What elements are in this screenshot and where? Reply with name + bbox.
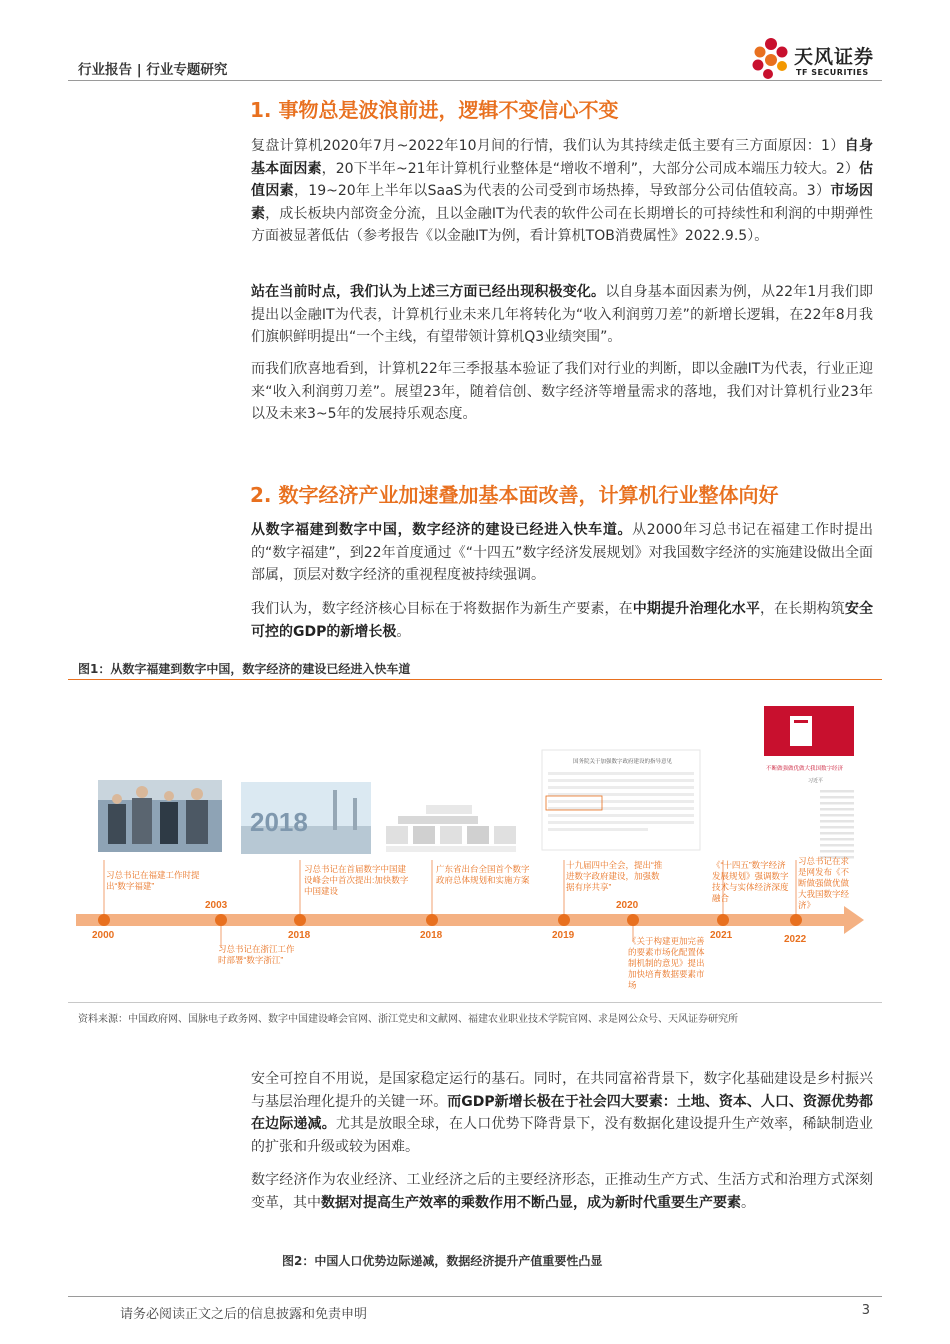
section2-title: 2. 数字经济产业加速叠加基本面改善，计算机行业整体向好 [250, 483, 779, 507]
figure1-title: 图1：从数字福建到数字中国，数字经济的建设已经进入快车道 [78, 662, 411, 676]
event-2018b: 广东省出台全国首个数字政府总体规划和实施方案 [436, 864, 530, 885]
footer-divider [68, 1296, 882, 1297]
event-2021: 《“十四五”数字经济发展规划》强调数字技术与实体经济深度融合 [712, 860, 789, 903]
node-2020 [627, 914, 639, 926]
section3-paragraph1: 安全可控自不用说，是国家稳定运行的基石。同时，在共同富裕背景下，数字化基础建设是乡村振兴与基层治理化提升的关键一环。而GDP新增长极在于社会四大要素：土地、资本、人口、资源优势都在边际递减。尤其是放眼全球，在人口优势下降背景下，没有数据化建设提升生产效率，稀缺制造业的扩张和升级或较为困难。 [251, 1071, 874, 1155]
report-breadcrumb: 行业报告 | 行业专题研究 [78, 62, 228, 78]
node-2018b [426, 914, 438, 926]
node-2019 [558, 914, 570, 926]
sign-2018-text: 2018 [250, 807, 308, 837]
event-2003: 习总书记在浙江工作时部署“数字浙江” [218, 944, 295, 965]
timeline-bar [76, 914, 846, 926]
event-2022: 习总书记在求是网发布《不断做强做优做大我国数字经济》 [798, 856, 850, 910]
section2-paragraph1: 从数字福建到数字中国，数字经济的建设已经进入快车道。从2000年习总书记在福建工作时提出的“数字福建”，到22年首度通过《“十四五”数字经济发展规划》对我国数字经济的实施建设做出全面部属，顶层对数字经济的重视程度被持续强调。 [251, 522, 873, 583]
year-label-2003: 2003 [205, 900, 228, 911]
figure2-title: 图2：中国人口优势边际递减，数据经济提升产值重要性凸显 [282, 1254, 603, 1268]
figure1-source: 资料来源：中国政府网、国脉电子政务网、数字中国建设峰会官网、浙江党史和文献网、福建农业职业技术学院官网、求是网公众号、天风证券研究所 [78, 1014, 738, 1025]
figure1-timeline [68, 686, 882, 998]
section1-title: 1. 事物总是波浪前进，逻辑不变信心不变 [250, 98, 619, 122]
book-qiushi [764, 706, 854, 859]
logo-cn-name: 天风证券 [794, 46, 875, 68]
year-label-2019: 2019 [552, 930, 575, 941]
year-label-2018a: 2018 [288, 930, 311, 941]
node-2021 [717, 914, 729, 926]
photo-2018-sign [241, 782, 371, 854]
flower-logo-icon [748, 36, 794, 82]
node-2000 [98, 914, 110, 926]
timeline-graphic [68, 686, 882, 998]
year-label-2000: 2000 [92, 930, 115, 941]
section2-paragraph2: 我们认为，数字经济核心目标在于将数据作为新生产要素，在中期提升治理化水平，在长期构筑安全可控的GDP的新增长极。 [251, 601, 874, 640]
node-2003 [215, 914, 227, 926]
document-title: 国务院关于加强数字政府建设的指导意见 [573, 759, 673, 765]
event-2019: 十九届四中全会，提出“推进数字政府建设，加强数据有序共享” [566, 860, 663, 892]
year-label-2021: 2021 [710, 930, 733, 941]
logo-en-name: TF SECURITIES [796, 68, 869, 77]
document-state-council [542, 750, 700, 850]
figure1-bottom-rule [68, 1002, 882, 1003]
event-2020: 《关于构建更加完善的要素市场化配置体制机制的意见》提出加快培育数据要素市场 [628, 936, 705, 990]
year-label-2022: 2022 [784, 934, 807, 945]
figure1-top-rule [68, 679, 882, 680]
photo-meeting [98, 780, 222, 852]
diagram-guangdong [386, 805, 516, 852]
section3-paragraph2: 数字经济作为农业经济、工业经济之后的主要经济形态，正推动生产方式、生活方式和治理方式深刻变革，其中数据对提高生产效率的乘数作用不断凸显，成为新时代重要生产要素。 [251, 1172, 873, 1211]
event-2000: 习总书记在福建工作时提出“数字福建” [106, 870, 200, 891]
node-2018a [294, 914, 306, 926]
event-2018a: 习总书记在首届数字中国建设峰会中首次提出:加快数字中国建设 [304, 864, 409, 896]
year-label-2018b: 2018 [420, 930, 443, 941]
page-number: 3 [861, 1303, 870, 1318]
header-divider [68, 80, 882, 81]
book-caption: 不断做强做优做大我国数字经济 [766, 766, 844, 772]
company-logo [748, 36, 878, 82]
section1-paragraph1: 复盘计算机2020年7月~2022年10月间的行情，我们认为其持续走低主要有三方面原因：1）自身基本面因素，20下半年~21年计算机行业整体是“增收不增利”，大部分公司成本端压力较大。2）估值因素，19~20年上半年以SaaS为代表的公司受到市场热捧，导致部分公司估值较高。3）市场因素，成长板块内部资金分流，且以金融IT为代表的软件公司在长期增长的可持续性和利润的中期弹性方面被显著低估（参考报告《以金融IT为例，看计算机TOB消费属性》2022.9.5）。 [251, 138, 873, 244]
year-label-2020: 2020 [616, 900, 639, 911]
section1-paragraph2: 站在当前时点，我们认为上述三方面已经出现积极变化。以自身基本面因素为例，从22年1月我们即提出以金融IT为代表，计算机行业未来几年将转化为“收入利润剪刀差”的新增长逻辑，在22年8月我们旗帜鲜明提出“一个主线，有望带领计算机Q3业绩突围”。 [251, 284, 873, 345]
section1-paragraph3: 而我们欣喜地看到，计算机22年三季报基本验证了我们对行业的判断，即以金融IT为代表，行业正迎来“收入利润剪刀差”。展望23年，随着信创、数字经济等增量需求的落地，我们对计算机行业23年以及未来3~5年的发展持乐观态度。 [251, 361, 873, 422]
node-2022 [790, 914, 802, 926]
book-author: 习近平 [808, 778, 824, 784]
footer-disclaimer: 请务必阅读正文之后的信息披露和免责申明 [120, 1307, 368, 1322]
